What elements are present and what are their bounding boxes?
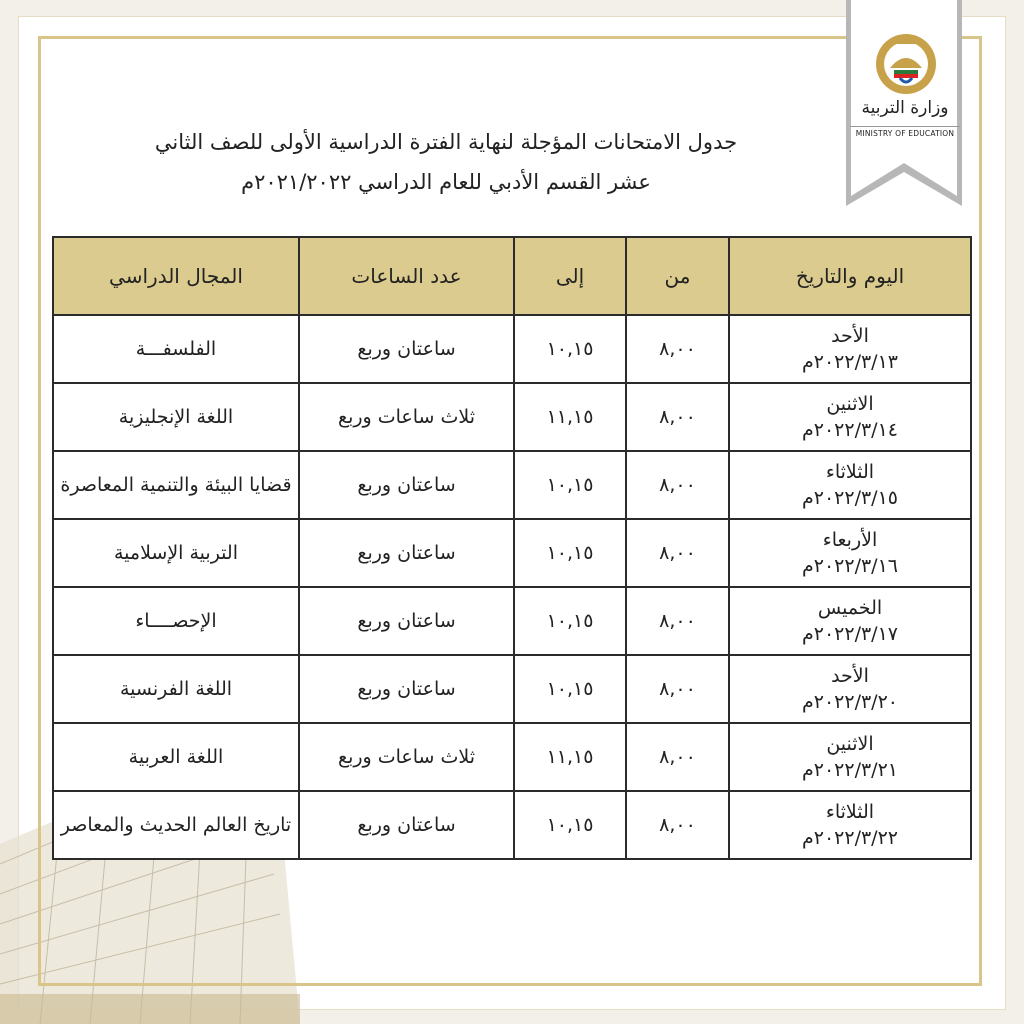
to-time: ١٠,١٥ bbox=[514, 791, 626, 859]
to-time: ١٠,١٥ bbox=[514, 315, 626, 383]
day-date-cell bbox=[729, 315, 971, 383]
from-time: ٨,٠٠ bbox=[626, 315, 729, 383]
day-name: الخميس bbox=[817, 597, 883, 619]
day-date-cell bbox=[729, 791, 971, 859]
hours-count: ساعتان وربع bbox=[299, 587, 514, 655]
subject-name: التربية الإسلامية bbox=[53, 519, 299, 587]
table-row bbox=[53, 451, 971, 519]
table-row bbox=[53, 723, 971, 791]
exam-date: ٢٠٢٢/٣/١٥م bbox=[801, 487, 898, 509]
day-date-cell bbox=[729, 383, 971, 451]
exam-date: ٢٠٢٢/٣/٢٠م bbox=[801, 691, 898, 713]
table-row bbox=[53, 587, 971, 655]
from-time: ٨,٠٠ bbox=[626, 519, 729, 587]
table-row bbox=[53, 383, 971, 451]
ministry-name-arabic: وزارة التربية bbox=[861, 98, 949, 118]
header-hours: عدد الساعات bbox=[299, 237, 514, 315]
header-to: إلى bbox=[514, 237, 626, 315]
table-row bbox=[53, 655, 971, 723]
hours-count: ثلاث ساعات وربع bbox=[299, 383, 514, 451]
kuwait-emblem-icon bbox=[870, 28, 942, 100]
table-row bbox=[53, 791, 971, 859]
day-date-cell bbox=[729, 587, 971, 655]
day-name: الثلاثاء bbox=[825, 801, 875, 823]
to-time: ١٠,١٥ bbox=[514, 655, 626, 723]
exam-date: ٢٠٢٢/٣/١٧م bbox=[801, 623, 898, 645]
hours-count: ساعتان وربع bbox=[299, 451, 514, 519]
day-date-cell bbox=[729, 655, 971, 723]
subject-name: تاريخ العالم الحديث والمعاصر bbox=[53, 791, 299, 859]
day-name: الأحد bbox=[831, 665, 869, 687]
hours-count: ساعتان وربع bbox=[299, 315, 514, 383]
from-time: ٨,٠٠ bbox=[626, 723, 729, 791]
to-time: ١٠,١٥ bbox=[514, 519, 626, 587]
subject-name: قضايا البيئة والتنمية المعاصرة bbox=[53, 451, 299, 519]
exam-date: ٢٠٢٢/٣/١٤م bbox=[801, 419, 898, 441]
title-line-2: عشر القسم الأدبي للعام الدراسي ٢٠٢١/٢٠٢٢م bbox=[241, 170, 651, 194]
day-name: الاثنين bbox=[826, 393, 874, 415]
page-title bbox=[70, 122, 822, 202]
exam-date: ٢٠٢٢/٣/١٦م bbox=[801, 555, 898, 577]
day-date-cell bbox=[729, 451, 971, 519]
day-date-cell bbox=[729, 519, 971, 587]
table-row bbox=[53, 315, 971, 383]
ministry-name-english: MINISTRY OF EDUCATION bbox=[850, 126, 960, 138]
to-time: ١١,١٥ bbox=[514, 383, 626, 451]
to-time: ١٠,١٥ bbox=[514, 451, 626, 519]
hours-count: ساعتان وربع bbox=[299, 519, 514, 587]
day-name: الأحد bbox=[831, 325, 869, 347]
exam-date: ٢٠٢٢/٣/١٣م bbox=[801, 351, 898, 373]
from-time: ٨,٠٠ bbox=[626, 655, 729, 723]
exam-date: ٢٠٢٢/٣/٢١م bbox=[801, 759, 898, 781]
from-time: ٨,٠٠ bbox=[626, 383, 729, 451]
day-name: الاثنين bbox=[826, 733, 874, 755]
to-time: ١٠,١٥ bbox=[514, 587, 626, 655]
table-header-row bbox=[53, 237, 971, 315]
subject-name: اللغة العربية bbox=[53, 723, 299, 791]
title-line-1: جدول الامتحانات المؤجلة لنهاية الفترة الدراسية الأولى للصف الثاني bbox=[154, 130, 738, 154]
from-time: ٨,٠٠ bbox=[626, 587, 729, 655]
subject-name: الإحصــــاء bbox=[53, 587, 299, 655]
subject-name: الفلسفـــة bbox=[53, 315, 299, 383]
subject-name: اللغة الإنجليزية bbox=[53, 383, 299, 451]
day-name: الثلاثاء bbox=[825, 461, 875, 483]
header-from: من bbox=[626, 237, 729, 315]
header-subject: المجال الدراسي bbox=[53, 237, 299, 315]
table-row bbox=[53, 519, 971, 587]
to-time: ١١,١٥ bbox=[514, 723, 626, 791]
hours-count: ساعتان وربع bbox=[299, 791, 514, 859]
day-date-cell bbox=[729, 723, 971, 791]
header-day-date: اليوم والتاريخ bbox=[729, 237, 971, 315]
subject-name: اللغة الفرنسية bbox=[53, 655, 299, 723]
exam-date: ٢٠٢٢/٣/٢٢م bbox=[801, 827, 898, 849]
exam-schedule-table bbox=[52, 236, 972, 860]
hours-count: ساعتان وربع bbox=[299, 655, 514, 723]
from-time: ٨,٠٠ bbox=[626, 791, 729, 859]
day-name: الأربعاء bbox=[822, 529, 878, 551]
from-time: ٨,٠٠ bbox=[626, 451, 729, 519]
hours-count: ثلاث ساعات وربع bbox=[299, 723, 514, 791]
